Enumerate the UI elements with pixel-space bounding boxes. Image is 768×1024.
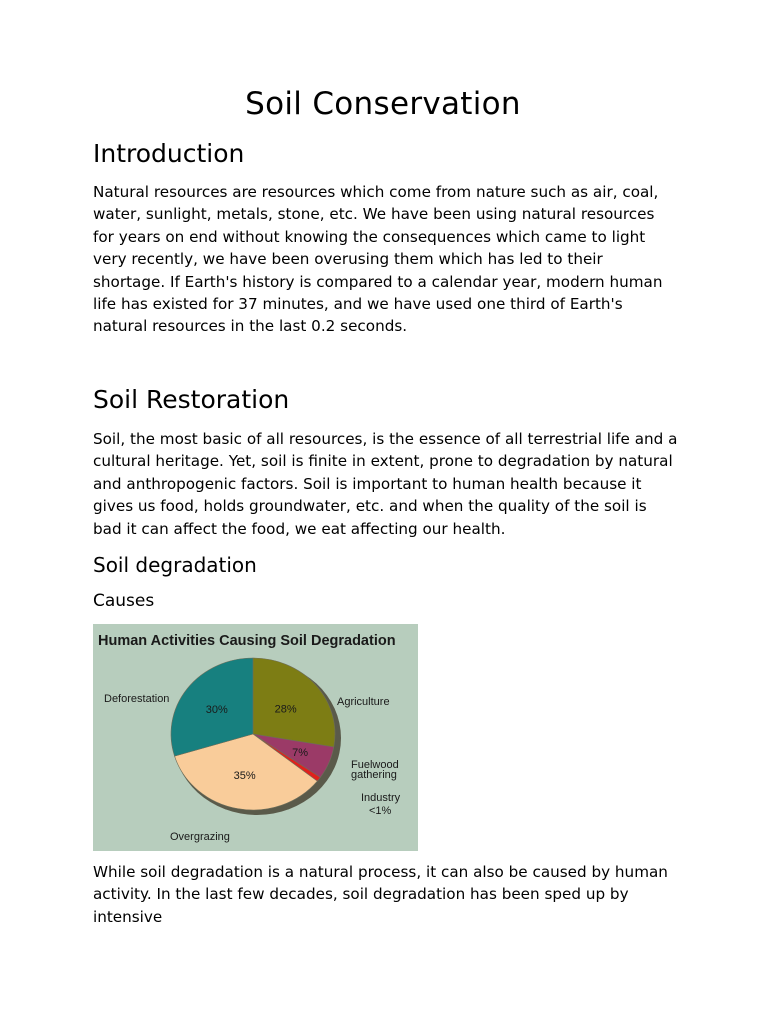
label-industry-line2: <1% bbox=[369, 805, 392, 817]
pie-value-label-agriculture: 28% bbox=[274, 703, 297, 716]
closing-paragraph: While soil degradation is a natural process, it can also be caused by human activity. In the last few decades, soil degradation has been sped up by intensive bbox=[93, 863, 668, 926]
soil-degradation-pie-chart bbox=[93, 624, 418, 851]
label-fuelwood-line1: Fuelwood bbox=[351, 759, 399, 771]
pie-value-label-overgrazing: 35% bbox=[233, 770, 256, 783]
intro-paragraph: Natural resources are resources which come from nature such as air, coal, water, sunlight, metals, stone, etc. We have been using natural resources for years on end without knowing the consequences which came to light very recently, we have been overusing them which has led to their shortage. If Earth's history is compared to a calendar year, modern human life has existed for 37 minutes, and we have used one third of Earth's natural resources in the last 0.2 seconds. bbox=[93, 183, 663, 336]
pie-slices bbox=[171, 658, 335, 810]
label-industry-line1: Industry bbox=[361, 792, 401, 804]
intro-heading: Introduction bbox=[93, 139, 245, 168]
restoration-paragraph: Soil, the most basic of all resources, is the essence of all terrestrial life and a cultural heritage. Yet, soil is finite in extent, prone to degradation by natural and anthropogenic factors. Soil is important to human health because it gives us food, holds groundwater, etc. and when the quality of the soil is bad it can affect the food, we eat affecting our health. bbox=[93, 430, 678, 538]
restoration-heading: Soil Restoration bbox=[93, 385, 290, 414]
document-title: Soil Conservation bbox=[245, 86, 521, 122]
pie-value-label-deforestation: 30% bbox=[205, 704, 228, 717]
causes-heading: Causes bbox=[93, 591, 155, 611]
pie-chart-svg bbox=[93, 624, 418, 851]
pie-slice-agriculture bbox=[253, 658, 335, 747]
chart-title: Human Activities Causing Soil Degradation bbox=[98, 633, 396, 649]
label-overgrazing: Overgrazing bbox=[170, 831, 230, 843]
label-agriculture: Agriculture bbox=[337, 696, 390, 708]
pie-value-label-fuelwood-gathering: 7% bbox=[292, 746, 308, 759]
degradation-heading: Soil degradation bbox=[93, 553, 257, 577]
label-deforestation: Deforestation bbox=[104, 693, 170, 705]
label-fuelwood-line2: gathering bbox=[351, 769, 397, 781]
